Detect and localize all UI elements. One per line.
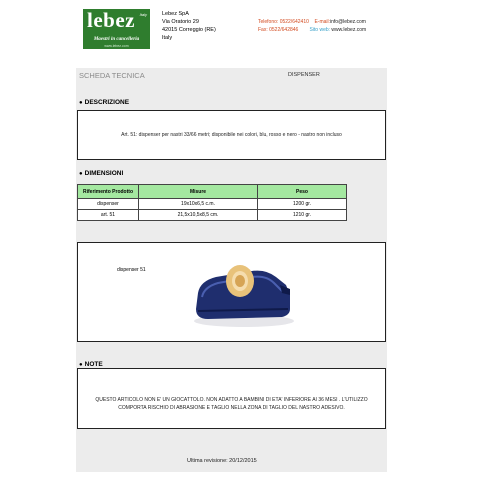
logo-url: www.lebez.com: [104, 44, 129, 48]
table-header-row: [78, 185, 347, 199]
note-box: [77, 368, 386, 429]
logo-country: Italy: [139, 12, 147, 17]
company-country: Italy: [162, 35, 173, 41]
column-header: Peso: [258, 185, 347, 199]
table-row: [78, 199, 347, 210]
table-cell: 1200 gr.: [258, 199, 347, 210]
note-text: [78, 396, 385, 412]
note-line: QUESTO ARTICOLO NON E' UN GIOCATTOLO. NON ADATTO A BAMBINI DI ETA' INFERIORE AI 36 MESI . L'UTILIZZO: [95, 397, 368, 403]
table-cell: 19x10x6,5 c.m.: [139, 199, 258, 210]
revision-date: Ultima revisione: 20/12/2015: [187, 458, 257, 464]
company-name: Lebez SpA: [162, 11, 189, 17]
bullet-icon: ●: [79, 100, 83, 106]
dimensions-heading: [79, 170, 123, 177]
fax-value: 0522/642846: [269, 27, 299, 33]
logo-wordmark: lebez: [87, 8, 135, 32]
description-heading: [79, 99, 129, 106]
product-image-box: [77, 242, 386, 342]
table-cell: 1210 gr.: [258, 210, 347, 221]
note-line: COMPORTA RISCHIO DI ABRASIONE E TAGLIO NELLA ZONA DI TAGLIO DEL NASTRO ADESIVO.: [118, 405, 345, 411]
company-city: 42015 Correggio (RE): [162, 27, 216, 33]
dimensions-heading-text: DIMENSIONI: [84, 170, 124, 177]
bullet-icon: ●: [79, 362, 83, 368]
phone-value: 0522/642410: [279, 19, 309, 25]
description-heading-text: DESCRIZIONE: [84, 99, 130, 106]
sheet-title: SCHEDA TECNICA: [79, 71, 145, 80]
note-heading-text: NOTE: [84, 361, 103, 368]
logo-tagline: Maestri in cancelleria: [93, 37, 140, 42]
company-street: Via Oratorio 29: [162, 19, 199, 25]
email-label: E-mail:: [314, 19, 331, 25]
table-cell: art. 51: [78, 210, 139, 221]
email-value[interactable]: info@lebez.com: [330, 19, 366, 25]
contact-info: [258, 18, 366, 34]
description-text: Art. 51: dispenser per nastri 33/66 metri; disponibile nei colori, blu, rosso e nero - nastro non incluso: [121, 132, 342, 138]
product-image-label: dispenser 51: [117, 267, 146, 273]
table-cell: 21,5x10,5x8,5 cm.: [139, 210, 258, 221]
description-box: [77, 110, 386, 160]
site-label: Sito web:: [309, 27, 331, 33]
table-row: [78, 210, 347, 221]
phone-label: Telefono:: [258, 19, 279, 25]
table-cell: dispenser: [78, 199, 139, 210]
brand-logo: [83, 9, 150, 49]
product-name: DISPENSER: [288, 72, 320, 78]
note-heading: [79, 361, 103, 368]
column-header: Misure: [139, 185, 258, 199]
fax-label: Fax:: [258, 27, 268, 33]
site-value[interactable]: www.lebez.com: [331, 27, 367, 33]
dimensions-table: [77, 184, 347, 221]
bullet-icon: ●: [79, 171, 83, 177]
company-address: [162, 10, 216, 42]
tape-dispenser-image: [182, 255, 302, 331]
column-header: Riferimento Prodotto: [78, 185, 139, 199]
